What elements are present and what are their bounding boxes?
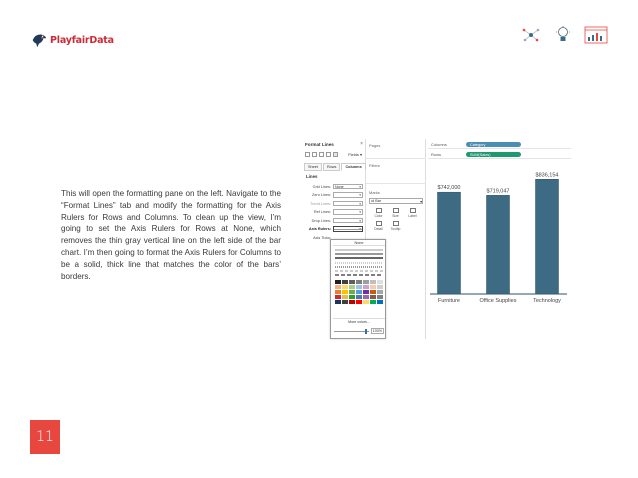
bar-chart-svg xyxy=(426,161,571,339)
color-swatch[interactable] xyxy=(335,300,341,304)
color-mark-label: Color xyxy=(374,214,383,218)
chevron-down-icon: ▾ xyxy=(359,184,361,189)
columns-shelf[interactable] xyxy=(428,141,571,149)
color-swatch[interactable] xyxy=(363,290,369,294)
color-swatch[interactable] xyxy=(363,300,369,304)
format-row xyxy=(303,209,366,216)
marks-card xyxy=(366,184,426,244)
color-swatch[interactable] xyxy=(363,295,369,299)
rows-shelf[interactable] xyxy=(428,151,571,159)
bar[interactable] xyxy=(438,192,461,294)
color-mark-button[interactable] xyxy=(370,208,387,218)
color-swatch[interactable] xyxy=(342,285,348,289)
fields-dropdown[interactable]: Fields ▾ xyxy=(348,152,362,157)
color-swatch[interactable] xyxy=(342,280,348,284)
color-swatch[interactable] xyxy=(342,295,348,299)
tab-rows[interactable]: Rows xyxy=(323,163,341,171)
line-style-popup xyxy=(330,239,386,339)
format-row-dropdown[interactable] xyxy=(333,192,363,198)
color-swatch[interactable] xyxy=(349,290,355,294)
bar-chart xyxy=(426,161,571,339)
line-style-options[interactable] xyxy=(335,248,383,278)
color-swatch[interactable] xyxy=(342,290,348,294)
color-swatch[interactable] xyxy=(335,285,341,289)
category-tick-label: Office Supplies xyxy=(479,298,517,304)
format-row-label: Drop Lines: xyxy=(311,218,331,223)
bar-value-label: $719,047 xyxy=(486,188,510,195)
format-alignment-icon[interactable] xyxy=(312,152,317,157)
format-tabs xyxy=(304,163,366,171)
color-swatch[interactable] xyxy=(377,280,383,284)
page-number-badge: 11 xyxy=(30,420,60,454)
detail-mark-button[interactable] xyxy=(370,221,387,231)
color-swatch[interactable] xyxy=(370,285,376,289)
chevron-down-icon: ▾ xyxy=(420,199,422,204)
format-row xyxy=(303,183,366,190)
tab-sheet[interactable]: Sheet xyxy=(304,163,322,171)
format-row xyxy=(303,192,366,199)
color-swatch-grid xyxy=(335,280,383,304)
format-shading-icon[interactable] xyxy=(319,152,324,157)
more-colors-button[interactable]: More colors... xyxy=(333,318,385,324)
color-swatch[interactable] xyxy=(363,285,369,289)
color-swatch[interactable] xyxy=(335,280,341,284)
color-swatch[interactable] xyxy=(370,290,376,294)
format-row xyxy=(303,226,366,233)
color-swatch[interactable] xyxy=(356,295,362,299)
format-row-dropdown[interactable] xyxy=(333,201,363,207)
format-row-label: Grid Lines: xyxy=(312,184,331,189)
color-swatch[interactable] xyxy=(349,285,355,289)
columns-shelf-label: Columns xyxy=(431,142,447,147)
format-row-label: Axis Ticks: xyxy=(313,235,331,240)
bar-value-label: $836,154 xyxy=(535,172,559,179)
color-swatch[interactable] xyxy=(377,295,383,299)
format-row xyxy=(303,217,366,224)
tab-columns[interactable]: Columns xyxy=(341,163,365,171)
format-row-dropdown[interactable] xyxy=(333,226,363,232)
bar[interactable] xyxy=(536,179,559,294)
color-swatch[interactable] xyxy=(356,300,362,304)
instruction-paragraph: This will open the formatting pane on the left. Navigate to the “Format Lines” tab and modify the formatting for the Axis Rulers for Rows and Columns. To clean up the view, I’m going to set the Axis Rulers for Rows at None, which removes the thin gray vertical line on the left side of the bar chart. I’m then going to format the Axis Rulers for Columns to be a solid, thick line that matches the color of the bars’ borders. xyxy=(61,189,281,281)
sales-pill[interactable]: SUM(Sales) xyxy=(466,152,521,158)
format-toolbar xyxy=(305,152,338,157)
label-mark-button[interactable] xyxy=(404,208,421,218)
bird-logo-icon xyxy=(30,31,48,49)
filters-card[interactable] xyxy=(366,159,426,184)
format-row-label: Zero Lines: xyxy=(312,193,331,197)
format-row-value: None xyxy=(335,184,344,189)
opacity-knob[interactable] xyxy=(365,329,367,334)
mark-type-value: ıd Bar xyxy=(371,199,382,203)
category-tick-label: Technology xyxy=(533,298,561,304)
logo-text: PlayfairData xyxy=(50,34,114,46)
color-swatch[interactable] xyxy=(377,300,383,304)
playfair-logo[interactable] xyxy=(30,30,114,50)
size-icon xyxy=(393,208,399,213)
color-swatch[interactable] xyxy=(342,300,348,304)
tooltip-mark-label: Tooltip xyxy=(390,227,401,231)
detail-icon xyxy=(376,221,382,226)
color-swatch[interactable] xyxy=(356,280,362,284)
lightbulb-icon xyxy=(556,26,570,44)
lines-section-title: Lines xyxy=(306,174,318,179)
format-row-dropdown[interactable] xyxy=(333,184,363,190)
color-swatch[interactable] xyxy=(370,295,376,299)
format-row-label: Axis Rulers: xyxy=(308,227,331,231)
network-icon xyxy=(520,27,542,43)
color-icon xyxy=(376,208,382,213)
tooltip-mark-button[interactable] xyxy=(387,221,404,231)
color-swatch[interactable] xyxy=(349,300,355,304)
size-mark-label: Size xyxy=(392,214,399,218)
color-swatch[interactable] xyxy=(349,280,355,284)
label-mark-label: Label xyxy=(408,214,417,218)
color-swatch[interactable] xyxy=(349,295,355,299)
format-row xyxy=(303,200,366,207)
label-icon xyxy=(410,208,416,213)
chevron-down-icon: ▾ xyxy=(359,227,361,231)
shelves xyxy=(426,139,571,161)
pages-card[interactable] xyxy=(366,139,426,159)
color-swatch[interactable] xyxy=(335,295,341,299)
color-swatch[interactable] xyxy=(335,290,341,294)
color-swatch[interactable] xyxy=(370,300,376,304)
format-pane-title: Format Lines xyxy=(305,142,334,147)
format-lines-icon[interactable] xyxy=(333,152,338,157)
format-row-label: Ref Lines: xyxy=(313,210,331,214)
format-row-dropdown[interactable] xyxy=(333,209,363,215)
color-swatch[interactable] xyxy=(377,290,383,294)
color-swatch[interactable] xyxy=(370,280,376,284)
category-tick-label: Furniture xyxy=(437,298,461,304)
tableau-screenshot xyxy=(303,139,571,339)
size-mark-button[interactable] xyxy=(387,208,404,218)
chevron-down-icon: ▾ xyxy=(359,201,361,206)
mark-type-select[interactable] xyxy=(369,198,423,204)
line-none-option[interactable]: None xyxy=(333,241,385,246)
color-swatch[interactable] xyxy=(356,285,362,289)
format-borders-icon[interactable] xyxy=(326,152,331,157)
filters-card-title: Filters xyxy=(369,163,380,168)
opacity-track[interactable] xyxy=(334,331,369,332)
close-icon[interactable]: × xyxy=(360,141,363,147)
color-swatch[interactable] xyxy=(363,280,369,284)
chevron-down-icon: ▾ xyxy=(359,218,361,223)
color-swatch[interactable] xyxy=(356,290,362,294)
rows-shelf-label: Rows xyxy=(431,152,442,157)
category-pill[interactable]: Category xyxy=(466,142,521,148)
color-swatch[interactable] xyxy=(377,285,383,289)
detail-mark-label: Detail xyxy=(374,227,383,231)
chevron-down-icon: ▾ xyxy=(359,210,361,214)
format-font-icon[interactable] xyxy=(305,152,310,157)
format-row-dropdown[interactable] xyxy=(333,218,363,224)
marks-card-title: Marks xyxy=(369,190,380,195)
chevron-down-icon: ▾ xyxy=(359,193,361,197)
opacity-slider[interactable] xyxy=(334,328,384,334)
dashboard-icon xyxy=(584,26,608,44)
bar-value-label: $742,000 xyxy=(437,185,461,192)
bar[interactable] xyxy=(487,195,510,294)
tooltip-icon xyxy=(393,221,399,226)
pages-card-title: Pages xyxy=(369,143,381,148)
format-row-label: Trend Lines: xyxy=(310,201,331,206)
opacity-value[interactable]: 100% xyxy=(372,329,382,333)
